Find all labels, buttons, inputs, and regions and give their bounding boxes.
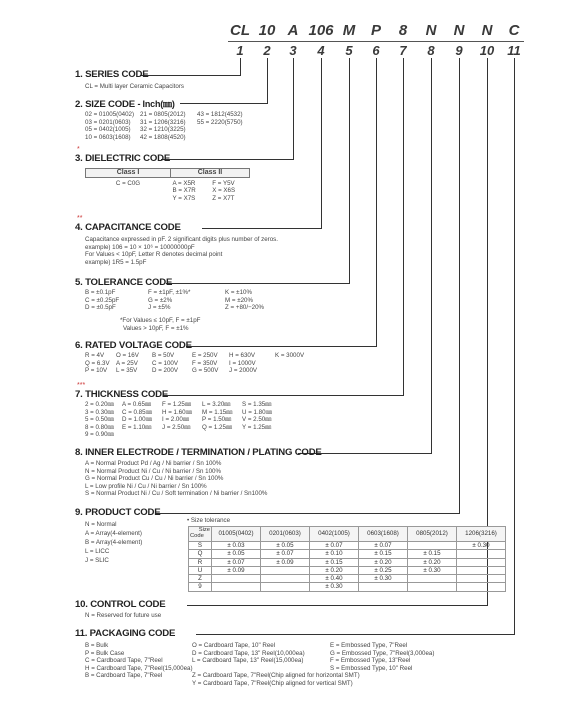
tolerance-item: C = ±0.25pF <box>85 296 120 304</box>
section-title-dielectric: 3. DIELECTRIC CODE <box>75 153 171 164</box>
size-item: 32 = 1210(3225) <box>140 126 186 134</box>
packaging-col1 <box>85 642 193 680</box>
tolerance-item: D = ±0.5pF <box>85 304 116 312</box>
table-cell <box>261 566 310 574</box>
thickness-item: 3 = 0.30㎜ <box>85 408 114 416</box>
code-num-8: 8 <box>427 43 435 58</box>
size-col2 <box>140 111 186 141</box>
electrode-item: L = Low profile Ni / Cu / Ni barrier / Sn 100% <box>85 482 207 490</box>
thickness-item: E = 1.10㎜ <box>122 423 152 431</box>
thickness-item: Y = 1.25㎜ <box>242 423 272 431</box>
tolerance-col3 <box>225 289 264 312</box>
section-title-capacitance: 4. CAPACITANCE CODE <box>75 222 181 233</box>
size-unit: - Inch(㎜) <box>137 99 175 109</box>
tolerance-item: J = ±5% <box>148 304 171 312</box>
thickness-item: I = 2.00㎜ <box>162 416 190 424</box>
size-header: 1206(3216) <box>457 527 506 542</box>
voltage-col2 <box>116 352 139 375</box>
table-cell: ± 0.15 <box>359 550 408 558</box>
voltage-col6 <box>275 352 304 360</box>
voltage-item: Q = 6.3V <box>85 359 110 367</box>
table-row <box>189 542 506 550</box>
section-title-size <box>75 97 175 110</box>
code-letter-9: N <box>453 22 465 39</box>
section-title-packaging: 11. PACKAGING CODE <box>75 628 176 639</box>
thickness-item: S = 1.35㎜ <box>242 401 272 408</box>
dielectric-item: X = X6S <box>212 187 236 194</box>
class1-header: Class I <box>86 169 171 178</box>
thickness-item: 5 = 0.50㎜ <box>85 416 114 424</box>
section-title-tolerance: 5. TOLERANCE CODE <box>75 277 173 288</box>
connector-h9 <box>155 513 460 514</box>
packaging-item: G = Embossed Type, 7"Reel(3,000ea) <box>330 649 435 657</box>
table-cell <box>212 583 261 591</box>
connector-v2 <box>267 58 268 103</box>
code-num-9: 9 <box>455 43 463 58</box>
row-code: S <box>189 542 212 550</box>
size-item: 05 = 0402(1005) <box>85 126 131 134</box>
class2-header: Class II <box>171 169 250 178</box>
code-num-7: 7 <box>399 43 407 58</box>
size-item: 43 = 1812(4532) <box>197 111 243 118</box>
code-num-6: 6 <box>372 43 380 58</box>
table-cell <box>261 583 310 591</box>
table-cell <box>457 566 506 574</box>
tolerance-note: Values > 10pF, F = ±1% <box>123 324 189 332</box>
table-cell: ± 0.05 <box>261 542 310 550</box>
table-row <box>189 575 506 583</box>
size-item: 10 = 0603(1608) <box>85 133 131 141</box>
code-letter-10: N <box>481 22 493 39</box>
dielectric-item: Z = X7T <box>212 194 235 202</box>
table-cell: ± 0.10 <box>310 550 359 558</box>
thickness-item: M = 1.15㎜ <box>202 408 233 416</box>
section-title-control: 10. CONTROL CODE <box>75 599 166 610</box>
packaging-extra <box>192 672 360 687</box>
voltage-item: H = 630V <box>229 352 255 359</box>
code-num-3: 3 <box>289 43 297 58</box>
corner-size: Size <box>198 527 210 534</box>
code-num-1: 1 <box>236 43 244 58</box>
packaging-item: H = Cardboard Tape, 7"Reel(15,000ea) <box>85 664 193 672</box>
connector-v1 <box>240 58 241 75</box>
packaging-col3 <box>330 642 434 672</box>
code-num-2: 2 <box>263 43 271 58</box>
code-letter-5: M <box>342 22 356 39</box>
size-tolerance-table <box>188 526 506 592</box>
capacitance-line: example) 106 = 10 × 10⁶ = 10000000pF <box>85 243 195 251</box>
row-code: U <box>189 566 212 574</box>
table-cell: ± 0.30 <box>408 566 457 574</box>
table-cell: ± 0.07 <box>212 558 261 566</box>
table-cell: ± 0.30 <box>359 575 408 583</box>
size-header: 0603(1608) <box>359 527 408 542</box>
table-cell: ± 0.09 <box>212 566 261 574</box>
size-header: 0201(0603) <box>261 527 310 542</box>
size-col1 <box>85 111 134 141</box>
thickness-item: V = 2.50㎜ <box>242 416 272 424</box>
packaging-item: C = Cardboard Tape, 7"Reel <box>85 657 163 665</box>
connector-h7 <box>163 395 404 396</box>
voltage-col3 <box>152 352 178 375</box>
voltage-item: O = 16V <box>116 352 139 359</box>
tolerance-item: F = ±1pF, ±1%* <box>148 289 191 296</box>
thickness-item: 9 = 0.90㎜ <box>85 431 114 439</box>
thickness-item: U = 1.80㎜ <box>242 408 272 416</box>
thickness-col3 <box>162 401 192 431</box>
product-lines <box>85 520 142 565</box>
size-item: 42 = 1808(4520) <box>140 133 186 141</box>
table-row <box>189 566 506 574</box>
capacitance-line: For Values < 10pF, Letter R denotes decimal point <box>85 251 223 259</box>
table-cell <box>408 542 457 550</box>
voltage-item: C = 100V <box>152 359 178 367</box>
code-num-5: 5 <box>345 43 353 58</box>
thickness-item: J = 2.50㎜ <box>162 423 191 431</box>
code-letter-6: P <box>370 22 382 39</box>
code-letter-4: 106 <box>308 22 334 39</box>
product-item: A = Array(4-element) <box>85 530 142 537</box>
code-num-4: 4 <box>317 43 325 58</box>
tolerance-item: G = ±2% <box>148 296 173 304</box>
table-cell: ± 0.03 <box>212 542 261 550</box>
electrode-lines <box>85 460 267 498</box>
code-letter-2: 10 <box>258 22 276 39</box>
series-line: CL = Multi layer Ceramic Capacitors <box>85 83 184 90</box>
dielectric-item: F = Y5V <box>212 179 235 187</box>
table-cell: ± 0.07 <box>261 550 310 558</box>
table-cell: ± 0.09 <box>261 558 310 566</box>
table-cell: ± 0.07 <box>310 542 359 550</box>
packaging-item: P = Bulk Case <box>85 649 125 657</box>
dielectric-item: B = X7R <box>172 187 196 194</box>
packaging-item: D = Cardboard Tape, 13" Reel(10,000ea) <box>192 649 305 657</box>
electrode-item: G = Normal Product Cu / Cu / Ni barrier / Sn 100% <box>85 475 224 483</box>
code-num-10: 10 <box>479 43 495 58</box>
packaging-item: Z = Cardboard Tape, 7"Reel(Chip aligned for horizontal SMT) <box>192 672 360 679</box>
packaging-item: B = Cardboard Tape, 7"Reel <box>85 672 163 680</box>
electrode-item: N = Normal Product Ni / Cu / Ni barrier / Sn 100% <box>85 467 222 475</box>
voltage-item: F = 350V <box>192 359 218 367</box>
connector-v10 <box>487 58 488 605</box>
connector-v11 <box>514 58 515 634</box>
table-cell <box>408 583 457 591</box>
voltage-item: L = 35V <box>116 367 138 375</box>
section-title-series: 1. SERIES CODE <box>75 69 149 80</box>
packaging-item: S = Embossed Type, 10" Reel <box>330 664 413 672</box>
row-code: 9 <box>189 583 212 591</box>
table-cell: ± 0.30 <box>310 583 359 591</box>
table-cell <box>359 583 408 591</box>
connector-h3 <box>161 159 294 160</box>
code-letter-8: N <box>425 22 437 39</box>
corner-cell <box>189 527 212 542</box>
thickness-item: C = 0.85㎜ <box>122 408 152 416</box>
table-cell <box>457 583 506 591</box>
packaging-col2 <box>192 642 305 665</box>
table-cell <box>261 575 310 583</box>
tolerance-col1 <box>85 289 119 312</box>
tolerance-item: Z = +80/−20% <box>225 304 265 312</box>
thickness-item: P = 1.50㎜ <box>202 416 232 424</box>
code-letter-7: 8 <box>398 22 408 39</box>
section-title-thickness: 7. THICKNESS CODE <box>75 389 169 400</box>
tolerance-item: M = ±20% <box>225 296 253 304</box>
size-col3 <box>197 111 243 126</box>
thickness-item: 8 = 0.80㎜ <box>85 423 114 431</box>
packaging-item: Y = Cardboard Tape, 7"Reel(Chip aligned for vertical SMT) <box>192 679 353 687</box>
thickness-item: 2 = 0.20㎜ <box>85 401 114 408</box>
capacitance-lines <box>85 236 278 266</box>
table-cell: ± 0.20 <box>408 558 457 566</box>
connector-v3 <box>293 58 294 159</box>
voltage-item: G = 500V <box>192 367 219 375</box>
code-letter-1: CL <box>230 22 250 39</box>
product-item: J = SLIC <box>85 557 109 564</box>
connector-h1 <box>140 75 241 76</box>
connector-v6 <box>376 58 377 346</box>
thickness-item: A = 0.65㎜ <box>122 401 152 408</box>
connector-h4 <box>202 228 322 229</box>
size-item: 03 = 0201(0603) <box>85 118 131 126</box>
connector-v8 <box>431 58 432 453</box>
connector-h6 <box>186 346 377 347</box>
dielectric-item: A = X5R <box>172 179 196 187</box>
voltage-item: E = 250V <box>192 352 218 359</box>
dielectric-mark: * <box>77 146 80 153</box>
table-cell: ± 0.15 <box>408 550 457 558</box>
thickness-item: L = 3.20㎜ <box>202 401 231 408</box>
packaging-item: F = Embossed Type, 13"Reel <box>330 657 411 665</box>
table-cell <box>212 575 261 583</box>
capacitance-line: example) 1R5 = 1.5pF <box>85 258 147 266</box>
table-cell: ± 0.20 <box>310 566 359 574</box>
tolerance-note: *For Values ≤ 10pF, F = ±1pF <box>120 317 201 324</box>
packaging-item: O = Cardboard Tape, 10" Reel <box>192 642 276 649</box>
code-letter-3: A <box>287 22 299 39</box>
connector-v5 <box>349 58 350 283</box>
section-title-product: 9. PRODUCT CODE <box>75 507 161 518</box>
packaging-item: E = Embossed Type, 7"Reel <box>330 642 408 649</box>
product-item: N = Normal <box>85 521 117 528</box>
section-title-electrode: 8. INNER ELECTRODE / TERMINATION / PLATING CODE <box>75 447 322 458</box>
voltage-item: I = 1000V <box>229 359 256 367</box>
size-item: 21 = 0805(2012) <box>140 111 186 118</box>
table-cell <box>457 550 506 558</box>
table-cell: ± 0.40 <box>310 575 359 583</box>
table-cell <box>457 575 506 583</box>
size-header: 01005(0402) <box>212 527 261 542</box>
table-row <box>189 583 506 591</box>
tolerance-item: K = ±10% <box>225 289 252 296</box>
tolerance-col2 <box>148 289 190 312</box>
voltage-item: J = 2000V <box>229 367 258 375</box>
connector-v4 <box>321 58 322 228</box>
code-letter-11: C <box>508 22 520 39</box>
corner-code: Code <box>190 533 204 539</box>
table-cell: ± 0.15 <box>310 558 359 566</box>
tolerance-item: B = ±0.1pF <box>85 289 116 296</box>
table-cell: ± 0.20 <box>359 558 408 566</box>
capacitance-line: Capacitance expressed in pF. 2 significant digits plus number of zeros. <box>85 236 278 243</box>
table-row <box>189 558 506 566</box>
packaging-item: L = Cardboard Tape, 13" Reel(15,000ea) <box>192 657 304 665</box>
size-item: 02 = 01005(0402) <box>85 111 135 118</box>
connector-v7 <box>403 58 404 395</box>
electrode-item: S = Normal Product Ni / Cu / Soft termination / Ni barrier / Sn100% <box>85 490 268 498</box>
connector-h11 <box>196 634 515 635</box>
tolerance-notes <box>120 317 200 332</box>
packaging-item: B = Bulk <box>85 642 109 649</box>
section-title-voltage: 6. RATED VOLTAGE CODE <box>75 340 192 351</box>
size-header: 0402(1005) <box>310 527 359 542</box>
class1-cell <box>86 177 171 202</box>
class2b-cell <box>210 177 249 202</box>
thickness-item: H = 1.60㎜ <box>162 408 192 416</box>
control-line: N = Reserved for future use <box>85 612 162 619</box>
voltage-item: D = 200V <box>152 367 178 375</box>
connector-h5 <box>166 283 350 284</box>
connector-h10 <box>187 605 488 606</box>
table-row <box>189 550 506 558</box>
voltage-item: K = 3000V <box>275 352 305 359</box>
row-code: Z <box>189 575 212 583</box>
table-cell: ± 0.25 <box>359 566 408 574</box>
thickness-col1 <box>85 401 114 439</box>
thickness-col5 <box>242 401 272 431</box>
thickness-col2 <box>122 401 152 431</box>
header-underline <box>228 41 524 42</box>
dielectric-table <box>85 168 250 202</box>
voltage-item: B = 50V <box>152 352 175 359</box>
voltage-col1 <box>85 352 110 375</box>
table-cell: ± 0.07 <box>359 542 408 550</box>
capacitance-mark: ** <box>77 215 83 222</box>
row-code: R <box>189 558 212 566</box>
thickness-col4 <box>202 401 232 431</box>
voltage-item: A = 25V <box>116 359 138 367</box>
voltage-item: P = 10V <box>85 367 108 375</box>
row-code: Q <box>189 550 212 558</box>
connector-v9 <box>459 58 460 513</box>
connector-h2 <box>180 103 268 104</box>
thickness-mark: *** <box>77 382 86 389</box>
size-header: 0805(2012) <box>408 527 457 542</box>
size-tolerance-caption: • Size tolerance <box>187 517 231 524</box>
table-cell: ± 0.05 <box>212 550 261 558</box>
dielectric-item: Y = X7S <box>172 194 196 202</box>
electrode-item: A = Normal Product Pd / Ag / Ni barrier / Sn 100% <box>85 460 222 467</box>
voltage-col5 <box>229 352 257 375</box>
thickness-item: Q = 1.25㎜ <box>202 423 233 431</box>
size-item: 55 = 2220(5750) <box>197 118 243 126</box>
voltage-item: R = 4V <box>85 352 105 359</box>
thickness-item: D = 1.00㎜ <box>122 416 152 424</box>
table-cell <box>457 558 506 566</box>
code-num-11: 11 <box>507 43 521 58</box>
class2a-cell <box>171 177 211 202</box>
size-item: 31 = 1206(3216) <box>140 118 186 126</box>
product-item: B = Array(4-element) <box>85 539 143 546</box>
table-cell <box>408 575 457 583</box>
table-cell: ± 0.30 <box>457 542 506 550</box>
voltage-col4 <box>192 352 218 375</box>
thickness-item: F = 1.25㎜ <box>162 401 192 408</box>
dielectric-item: C = C0G <box>115 179 141 187</box>
product-item: L = LICC <box>85 548 110 555</box>
size-title-text: 2. SIZE CODE <box>75 99 135 110</box>
